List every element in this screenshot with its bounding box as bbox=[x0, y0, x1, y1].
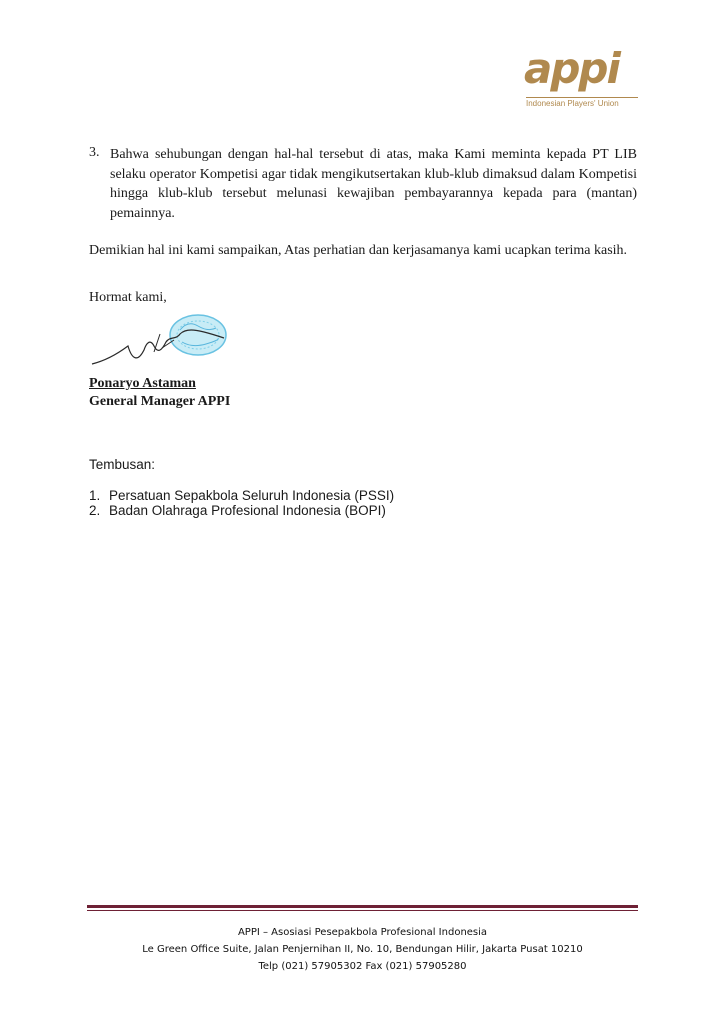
cc-item-text: Persatuan Sepakbola Seluruh Indonesia (PSSI) bbox=[109, 488, 395, 503]
cc-item-number: 1. bbox=[89, 488, 101, 503]
item-3-paragraph: Bahwa sehubungan dengan hal-hal tersebut di atas, maka Kami meminta kepada PT LIB selaku operator Kompetisi agar tidak mengikutsertakan klub-klub dimaksud dalam Kompetisi hingga klub-klub tersebut melunasi kewajiban pembayarannya kepada para (mantan) pemainnya. bbox=[110, 147, 637, 221]
footer-divider-thin bbox=[87, 910, 638, 911]
signer-name: Ponaryo Astaman bbox=[89, 376, 196, 391]
appi-logo bbox=[524, 44, 644, 112]
cc-item-text: Badan Olahraga Profesional Indonesia (BOPI) bbox=[109, 503, 386, 518]
cc-label: Tembusan: bbox=[89, 457, 156, 472]
footer-divider-thick bbox=[87, 905, 638, 908]
footer-address: Le Green Office Suite, Jalan Penjernihan II, No. 10, Bendungan Hilir, Jakarta Pusat 10210 bbox=[142, 944, 583, 955]
logo-divider bbox=[526, 97, 638, 98]
footer-contact: Telp (021) 57905302 Fax (021) 57905280 bbox=[258, 961, 467, 972]
cc-list-item bbox=[89, 488, 394, 503]
cc-item-number: 2. bbox=[89, 503, 101, 518]
logo-tagline: Indonesian Players' Union bbox=[526, 99, 619, 108]
signature-stamp-image bbox=[88, 290, 248, 370]
footer-org-name: APPI – Asosiasi Pesepakbola Profesional Indonesia bbox=[237, 927, 488, 938]
cc-list-item bbox=[89, 503, 386, 518]
logo-wordmark: appi bbox=[524, 44, 619, 93]
closing-paragraph: Demikian hal ini kami sampaikan, Atas perhatian dan kerjasamanya kami ucapkan terima kasih. bbox=[89, 243, 628, 258]
regards-text: Hormat kami, bbox=[89, 290, 167, 305]
signer-title: General Manager APPI bbox=[89, 394, 231, 409]
item-number: 3. bbox=[89, 145, 100, 160]
